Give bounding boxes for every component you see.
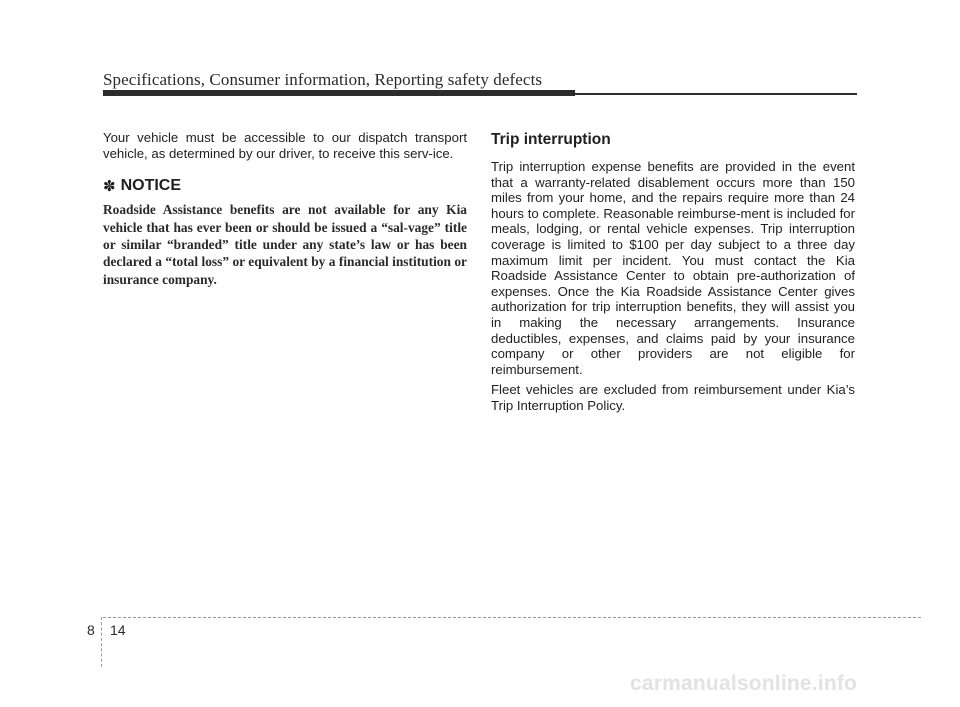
trip-interruption-paragraph: Trip interruption expense benefits are provided in the event that a warranty-related disablement occurs more than 150 miles from your home, and the repairs require more than 24 hours to complete. Reasonable reimburse-ment is included for meals, lodging, or rental vehicle expenses. Trip interruption coverage is limited to $100 per day subject to a three day maximum limit per incident. You must contact the Kia Roadside Assistance Center to obtain pre-authorization of expenses. Once the Kia Roadside Assistance Center gives authorization for trip interruption benefits, they will assist you in making the necessary arrangements. Insurance deductibles, expenses, and claims paid by your insurance company or other providers are not eligible for reimbursement. [491,159,855,377]
header-bar [103,90,575,96]
footer-divider [103,617,921,618]
watermark: carmanualsonline.info [630,672,858,695]
intro-paragraph: Your vehicle must be accessible to our dispatch transport vehicle, as determined by our driver, to receive this serv-ice. [103,130,467,161]
header-rule [575,93,857,95]
right-column [491,130,855,414]
chapter-number: 8 [87,622,95,638]
page-header-title: Specifications, Consumer information, Reporting safety defects [103,70,543,89]
notice-text: Roadside Assistance benefits are not available for any Kia vehicle that has ever been or should be issued a “sal-vage” title or similar “branded” title under any state’s law or has been declared a “total loss” or equivalent by a financial institution or insurance company. [103,202,467,287]
fleet-vehicles-paragraph: Fleet vehicles are excluded from reimbursement under Kia’s Trip Interruption Policy. [491,382,855,413]
notice-heading [103,177,467,195]
left-column [103,130,467,288]
footer-vertical-divider [101,617,102,667]
notice-asterisk-icon: ✽ [103,177,116,195]
notice-title: NOTICE [120,177,182,195]
page-number: 14 [110,622,126,638]
section-title: Trip interruption [491,131,611,148]
